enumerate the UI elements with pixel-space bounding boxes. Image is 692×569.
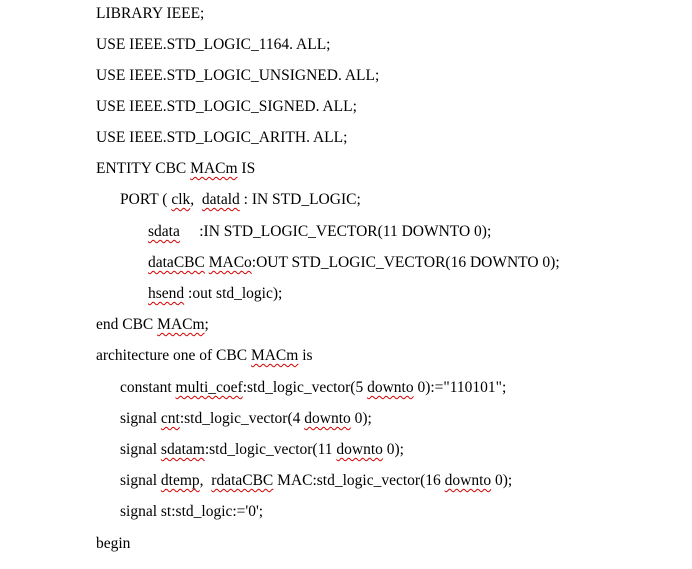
spellcheck-word: dataCBC: [148, 254, 205, 271]
code-line: [96, 534, 130, 554]
code-text: :OUT STD_LOGIC_VECTOR(16 DOWNTO 0);: [251, 254, 560, 271]
code-text: : IN STD_LOGIC;: [239, 191, 361, 208]
code-text: :std_logic_vector(5: [242, 379, 368, 396]
code-text: 0):="110101";: [413, 379, 507, 396]
code-line: [120, 409, 372, 429]
code-text: constant: [120, 379, 176, 396]
code-line: [96, 159, 255, 179]
spellcheck-word: downto: [444, 472, 492, 489]
code-text: USE IEEE.STD_LOGIC_1164. ALL;: [96, 36, 331, 53]
code-text: :out std_logic);: [184, 285, 283, 302]
spellcheck-word: datald: [201, 191, 240, 208]
code-line: [120, 471, 512, 491]
code-text: ENTITY CBC: [96, 160, 191, 177]
code-text: is: [298, 347, 313, 364]
code-text: architecture one of CBC: [96, 347, 251, 364]
code-text: USE IEEE.STD_LOGIC_SIGNED. ALL;: [96, 98, 357, 115]
spellcheck-word: cnt: [160, 410, 180, 427]
code-text: end CBC: [96, 316, 158, 333]
code-line: [120, 502, 263, 522]
code-line: [96, 66, 379, 86]
code-line: [120, 190, 361, 210]
code-text: signal: [120, 410, 161, 427]
code-text: :std_logic_vector(4: [179, 410, 305, 427]
code-text: IS: [237, 160, 256, 177]
code-line: [120, 378, 506, 398]
spellcheck-word: clk: [171, 191, 191, 208]
code-line: [96, 346, 313, 366]
code-text: LIBRARY IEEE;: [96, 5, 205, 22]
code-line: [96, 97, 357, 117]
code-text: PORT (: [120, 191, 172, 208]
code-text: USE IEEE.STD_LOGIC_ARITH. ALL;: [96, 129, 348, 146]
code-text: :std_logic_vector(11: [204, 441, 337, 458]
code-line: [96, 128, 347, 148]
code-text: signal: [120, 472, 161, 489]
spellcheck-word: MACo: [208, 254, 252, 271]
spellcheck-word: MACm: [190, 160, 238, 177]
spellcheck-word: hsend: [148, 285, 185, 302]
spellcheck-word: sdatam: [160, 441, 205, 458]
spellcheck-word: sdata: [148, 223, 180, 240]
code-line: [96, 35, 331, 55]
code-line: [96, 315, 209, 335]
spellcheck-word: downto: [304, 410, 351, 427]
code-text: :IN STD_LOGIC_VECTOR(11 DOWNTO 0);: [179, 223, 492, 240]
spellcheck-word: dtemp: [160, 472, 200, 489]
spellcheck-word: downto: [367, 379, 414, 396]
spellcheck-word: rdataCBC: [211, 472, 274, 489]
code-text: signal: [120, 441, 161, 458]
code-text: ,: [190, 191, 202, 208]
code-text: signal st:std_logic:='0';: [120, 503, 264, 520]
code-text: 0);: [382, 441, 404, 458]
code-text: 0);: [350, 410, 372, 427]
code-line: [148, 253, 560, 273]
code-line: [148, 284, 282, 304]
code-text: begin: [96, 535, 131, 552]
code-text: ,: [199, 472, 212, 489]
code-text: ;: [204, 316, 209, 333]
spellcheck-word: downto: [336, 441, 383, 458]
code-text: USE IEEE.STD_LOGIC_UNSIGNED. ALL;: [96, 67, 380, 84]
code-line: [96, 4, 204, 24]
code-text: 0);: [491, 472, 513, 489]
code-text: MAC:std_logic_vector(16: [273, 472, 445, 489]
code-line: [120, 440, 404, 460]
spellcheck-word: multi_coef: [175, 379, 243, 396]
spellcheck-word: MACm: [157, 316, 205, 333]
code-line: [148, 222, 491, 242]
spellcheck-word: MACm: [250, 347, 299, 364]
